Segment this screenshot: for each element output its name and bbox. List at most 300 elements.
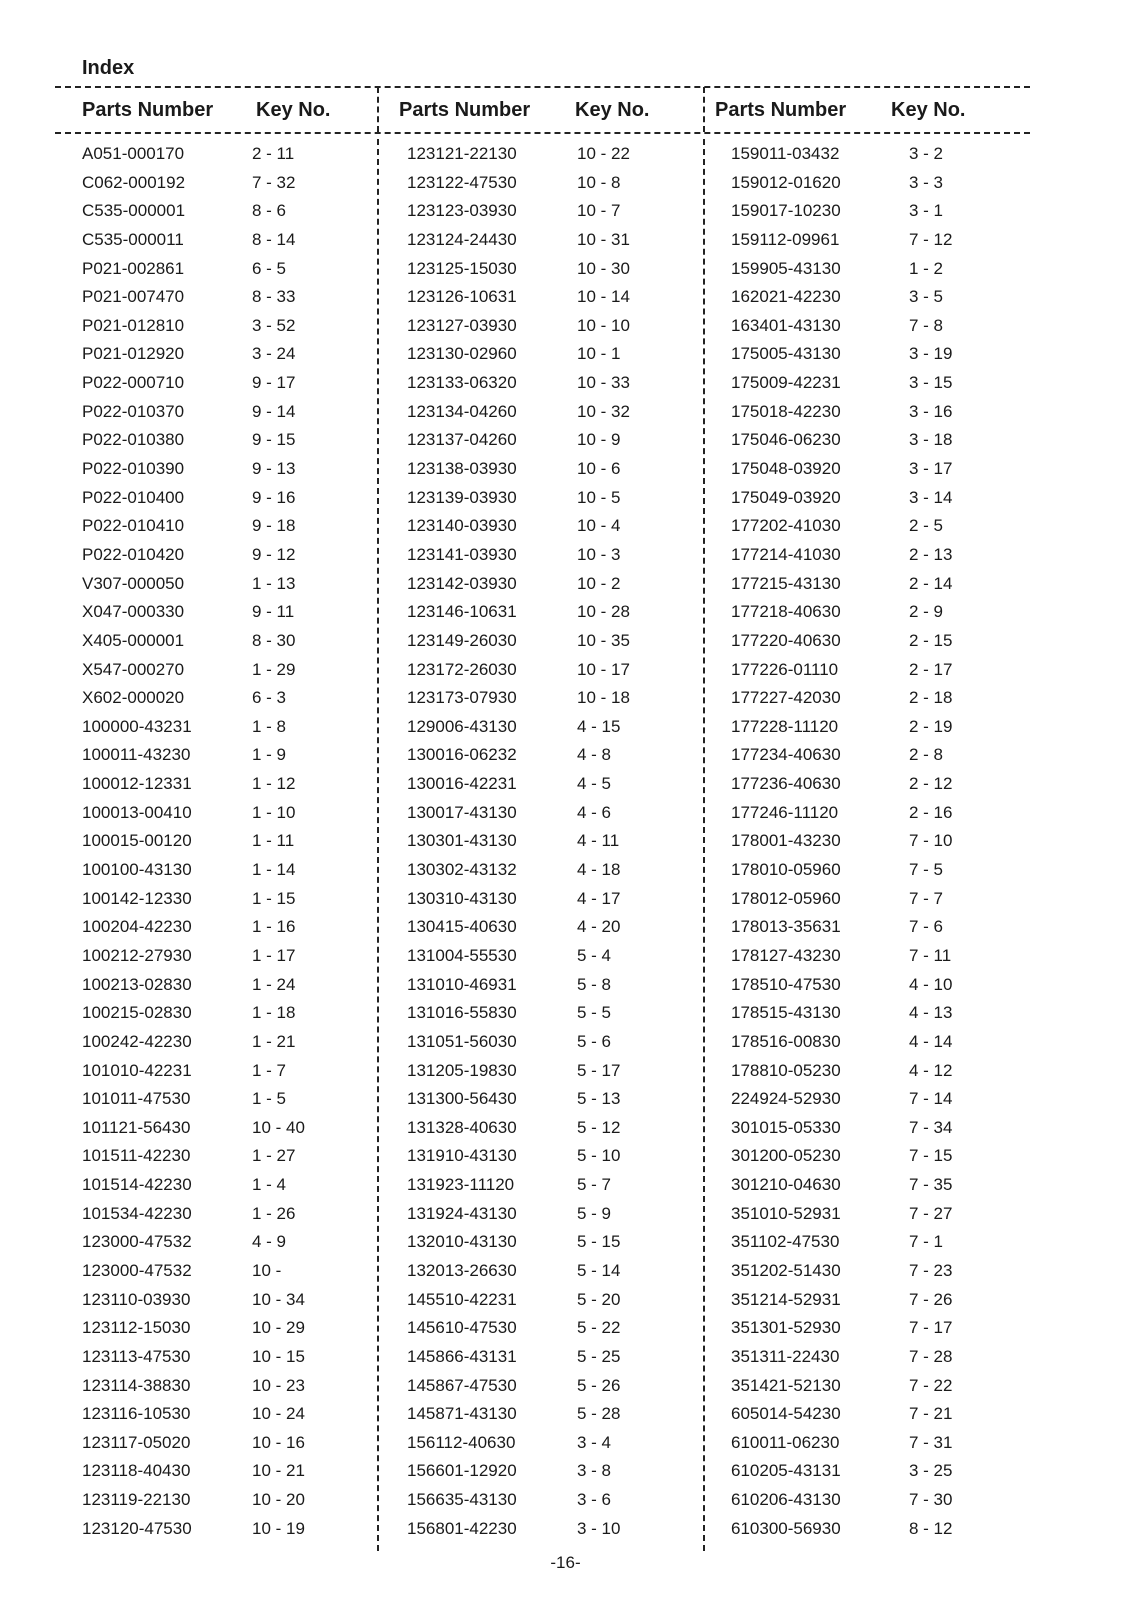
parts-number-cell: 351102-47530: [731, 1232, 840, 1252]
parts-number-cell: P021-012920: [82, 344, 185, 364]
key-no-cell: 1 - 13: [252, 573, 296, 593]
key-no-cell: 9 - 11: [252, 602, 295, 622]
key-no-cell: 7 - 34: [909, 1117, 953, 1137]
key-no-cell: 1 - 29: [252, 659, 296, 679]
parts-number-cell: 123137-04260: [407, 430, 517, 450]
key-no-cell: 10 - 7: [577, 201, 621, 221]
key-no-cell: 10 - 34: [252, 1289, 305, 1309]
key-no-cell: 9 - 17: [252, 373, 296, 393]
parts-number-cell: 131910-43130: [407, 1146, 517, 1166]
key-no-cell: 5 - 7: [577, 1175, 612, 1195]
key-no-cell: 5 - 25: [577, 1346, 621, 1366]
key-no-cell: 10 - 5: [577, 487, 621, 507]
parts-number-cell: P021-002861: [82, 258, 185, 278]
parts-number-cell: 100100-43130: [82, 860, 192, 880]
parts-number-cell: V307-000050: [82, 573, 185, 593]
parts-number-cell: 100013-00410: [82, 802, 192, 822]
parts-number-cell: C535-000001: [82, 201, 186, 221]
parts-number-cell: 145867-47530: [407, 1375, 517, 1395]
parts-number-cell: P022-000710: [82, 373, 185, 393]
column-divider-header-1: [377, 87, 379, 132]
key-no-cell: 8 - 12: [909, 1518, 953, 1538]
key-no-cell: 4 - 6: [577, 802, 612, 822]
key-no-cell: 9 - 15: [252, 430, 296, 450]
key-no-cell: 2 - 12: [909, 774, 953, 794]
key-no-cell: 2 - 18: [909, 688, 953, 708]
key-no-cell: 10 - 1: [577, 344, 621, 364]
key-no-cell: 3 - 17: [909, 459, 953, 479]
parts-number-cell: 130301-43130: [407, 831, 517, 851]
key-no-cell: 10 - 15: [252, 1346, 305, 1366]
parts-number-cell: 130016-06232: [407, 745, 517, 765]
key-no-cell: 8 - 14: [252, 229, 296, 249]
key-no-cell: 4 - 10: [909, 974, 953, 994]
header-top-divider: [55, 86, 1030, 88]
key-no-cell: 5 - 6: [577, 1031, 612, 1051]
key-no-cell: 10 - 31: [577, 229, 630, 249]
key-no-cell: 1 - 9: [252, 745, 287, 765]
parts-number-cell: 177202-41030: [731, 516, 841, 536]
parts-number-cell: 123127-03930: [407, 315, 517, 335]
key-no-cell: 7 - 21: [909, 1404, 953, 1424]
key-no-cell: 4 - 12: [909, 1060, 953, 1080]
parts-number-cell: 123114-38830: [82, 1375, 191, 1395]
parts-number-cell: 123120-47530: [82, 1518, 192, 1538]
column-divider-2: [703, 139, 705, 1551]
key-no-cell: 10 - 28: [577, 602, 630, 622]
key-no-cell: 5 - 14: [577, 1260, 621, 1280]
key-no-cell: 3 - 8: [577, 1461, 612, 1481]
key-no-cell: 3 - 19: [909, 344, 953, 364]
key-no-cell: 1 - 16: [252, 917, 296, 937]
parts-number-cell: 100012-12331: [82, 774, 192, 794]
parts-number-cell: 100011-43230: [82, 745, 191, 765]
key-no-cell: 5 - 13: [577, 1089, 621, 1109]
key-no-cell: 1 - 21: [252, 1031, 296, 1051]
key-no-cell: 7 - 11: [909, 945, 952, 965]
key-no-cell: 1 - 5: [252, 1089, 287, 1109]
key-no-cell: 3 - 3: [909, 172, 944, 192]
parts-number-cell: 610011-06230: [731, 1432, 840, 1452]
parts-number-cell: P021-012810: [82, 315, 185, 335]
key-no-cell: 9 - 12: [252, 544, 296, 564]
parts-number-cell: 156601-12920: [407, 1461, 517, 1481]
parts-number-cell: 123117-05020: [82, 1432, 191, 1452]
parts-number-cell: 159017-10230: [731, 201, 841, 221]
key-no-cell: 4 - 20: [577, 917, 621, 937]
parts-number-cell: 156801-42230: [407, 1518, 517, 1538]
key-no-cell: 2 - 17: [909, 659, 953, 679]
key-no-cell: 10 - 14: [577, 287, 630, 307]
key-no-cell: 5 - 8: [577, 974, 612, 994]
parts-number-cell: P021-007470: [82, 287, 185, 307]
parts-number-cell: A051-000170: [82, 144, 185, 163]
key-no-cell: 9 - 13: [252, 459, 296, 479]
key-no-cell: 1 - 12: [252, 774, 296, 794]
parts-number-cell: 301015-05330: [731, 1117, 841, 1137]
key-no-cell: 7 - 31: [909, 1432, 953, 1452]
parts-number-cell: 145871-43130: [407, 1404, 517, 1424]
parts-number-cell: 100215-02830: [82, 1003, 192, 1023]
parts-number-cell: 301200-05230: [731, 1146, 841, 1166]
key-no-cell: 7 - 15: [909, 1146, 953, 1166]
parts-number-cell: 351421-52130: [731, 1375, 841, 1395]
key-no-cell: 10 - 8: [577, 172, 621, 192]
key-no-cell: 10 - 19: [252, 1518, 305, 1538]
parts-number-cell: 100000-43231: [82, 716, 192, 736]
key-no-cell: 4 - 8: [577, 745, 612, 765]
header-parts-number-2: Parts Number: [399, 99, 531, 121]
key-no-cell: 7 - 17: [909, 1318, 953, 1338]
parts-number-cell: 123146-10631: [407, 602, 517, 622]
parts-number-cell: 175046-06230: [731, 430, 841, 450]
parts-number-cell: 605014-54230: [731, 1404, 841, 1424]
key-no-cell: 2 - 5: [909, 516, 944, 536]
key-no-cell: 1 - 10: [252, 802, 296, 822]
parts-number-cell: 178127-43230: [731, 945, 841, 965]
parts-number-cell: 123000-47532: [82, 1260, 192, 1280]
key-no-cell: 4 - 13: [909, 1003, 953, 1023]
key-no-cell: 3 - 2: [909, 144, 944, 163]
parts-number-cell: 610300-56930: [731, 1518, 841, 1538]
parts-number-cell: 156635-43130: [407, 1490, 517, 1510]
parts-number-cell: 177220-40630: [731, 630, 841, 650]
key-no-cell: 5 - 12: [577, 1117, 621, 1137]
key-no-cell: 5 - 10: [577, 1146, 621, 1166]
key-no-cell: 10 - 22: [577, 144, 630, 163]
parts-number-cell: 177226-01110: [731, 659, 839, 679]
parts-number-cell: 130310-43130: [407, 888, 517, 908]
parts-number-cell: 100204-42230: [82, 917, 192, 937]
key-no-cell: 10 - 24: [252, 1404, 305, 1424]
parts-number-cell: 101534-42230: [82, 1203, 192, 1223]
key-no-cell: 1 - 18: [252, 1003, 296, 1023]
parts-number-cell: 123116-10530: [82, 1404, 191, 1424]
parts-number-cell: 123125-15030: [407, 258, 517, 278]
parts-number-cell: X602-000020: [82, 688, 185, 708]
parts-number-cell: 100242-42230: [82, 1031, 192, 1051]
parts-number-cell: 178810-05230: [731, 1060, 841, 1080]
parts-number-cell: 123124-24430: [407, 229, 517, 249]
parts-number-cell: 178010-05960: [731, 860, 841, 880]
parts-number-cell: 123112-15030: [82, 1318, 191, 1338]
parts-number-cell: 100212-27930: [82, 945, 192, 965]
parts-number-cell: 159012-01620: [731, 172, 841, 192]
parts-number-cell: 178001-43230: [731, 831, 841, 851]
parts-number-cell: 177218-40630: [731, 602, 841, 622]
key-no-cell: 5 - 15: [577, 1232, 621, 1252]
key-no-cell: 10 - 20: [252, 1490, 305, 1510]
parts-number-cell: 123173-07930: [407, 688, 517, 708]
header-key-no-2: Key No.: [575, 99, 650, 121]
key-no-cell: 5 - 17: [577, 1060, 621, 1080]
key-no-cell: 3 - 14: [909, 487, 953, 507]
parts-number-cell: 101514-42230: [82, 1175, 192, 1195]
parts-number-cell: 178012-05960: [731, 888, 841, 908]
key-no-cell: 2 - 15: [909, 630, 953, 650]
key-no-cell: 7 - 22: [909, 1375, 953, 1395]
key-no-cell: 7 - 23: [909, 1260, 953, 1280]
parts-number-cell: 123123-03930: [407, 201, 517, 221]
key-no-cell: 2 - 16: [909, 802, 953, 822]
parts-number-cell: 162021-42230: [731, 287, 841, 307]
key-no-cell: 7 - 12: [909, 229, 953, 249]
parts-number-cell: 131051-56030: [407, 1031, 517, 1051]
parts-number-cell: 123133-06320: [407, 373, 517, 393]
parts-number-cell: 175049-03920: [731, 487, 841, 507]
key-no-cell: 7 - 5: [909, 860, 944, 880]
key-no-cell: 10 - 40: [252, 1117, 305, 1137]
header-parts-number-3: Parts Number: [715, 99, 847, 121]
key-no-cell: 6 - 3: [252, 688, 287, 708]
parts-number-cell: 132010-43130: [407, 1232, 517, 1252]
parts-number-cell: 156112-40630: [407, 1432, 516, 1452]
key-no-cell: 7 - 7: [909, 888, 944, 908]
key-no-cell: 10 - 10: [577, 315, 630, 335]
parts-number-cell: 129006-43130: [407, 716, 517, 736]
parts-number-cell: 123118-40430: [82, 1461, 191, 1481]
key-no-cell: 4 - 18: [577, 860, 621, 880]
parts-number-cell: 159011-03432: [731, 144, 840, 163]
parts-number-cell: 123142-03930: [407, 573, 517, 593]
key-no-cell: 10 - 33: [577, 373, 630, 393]
key-no-cell: 1 - 7: [252, 1060, 287, 1080]
parts-number-cell: 145510-42231: [407, 1289, 517, 1309]
key-no-cell: 10 - 2: [577, 573, 621, 593]
key-no-cell: 5 - 4: [577, 945, 612, 965]
key-no-cell: 7 - 27: [909, 1203, 953, 1223]
key-no-cell: 1 - 24: [252, 974, 296, 994]
parts-number-cell: 123139-03930: [407, 487, 517, 507]
key-no-cell: 9 - 16: [252, 487, 296, 507]
parts-number-cell: 175018-42230: [731, 401, 841, 421]
parts-number-cell: 301210-04630: [731, 1175, 841, 1195]
parts-number-cell: P022-010390: [82, 459, 185, 479]
key-no-cell: 2 - 8: [909, 745, 944, 765]
key-no-cell: 3 - 16: [909, 401, 953, 421]
key-no-cell: 10 -: [252, 1260, 282, 1280]
key-no-cell: 5 - 28: [577, 1404, 621, 1424]
parts-number-cell: 131924-43130: [407, 1203, 517, 1223]
key-no-cell: 2 - 11: [252, 144, 295, 163]
parts-number-cell: 123141-03930: [407, 544, 517, 564]
key-no-cell: 3 - 4: [577, 1432, 612, 1452]
parts-number-cell: 175048-03920: [731, 459, 841, 479]
key-no-cell: 10 - 21: [252, 1461, 305, 1481]
parts-number-cell: 123113-47530: [82, 1346, 191, 1366]
key-no-cell: 7 - 1: [909, 1232, 944, 1252]
key-no-cell: 4 - 5: [577, 774, 612, 794]
key-no-cell: 3 - 1: [909, 201, 944, 221]
key-no-cell: 5 - 5: [577, 1003, 612, 1023]
key-no-cell: 7 - 32: [252, 172, 296, 192]
key-no-cell: 1 - 11: [252, 831, 295, 851]
page-number: -16-: [550, 1553, 581, 1572]
parts-number-cell: 123121-22130: [407, 144, 517, 163]
parts-number-cell: 177246-11120: [731, 802, 839, 822]
key-no-cell: 10 - 18: [577, 688, 630, 708]
key-no-cell: 6 - 5: [252, 258, 287, 278]
key-no-cell: 1 - 26: [252, 1203, 296, 1223]
parts-number-cell: 123134-04260: [407, 401, 517, 421]
parts-number-cell: 101121-56430: [82, 1117, 191, 1137]
parts-number-cell: 131300-56430: [407, 1089, 517, 1109]
header-key-no-1: Key No.: [256, 99, 331, 121]
key-no-cell: 1 - 8: [252, 716, 287, 736]
key-no-cell: 3 - 15: [909, 373, 953, 393]
parts-number-cell: 178013-35631: [731, 917, 841, 937]
parts-number-cell: 123000-47532: [82, 1232, 192, 1252]
key-no-cell: 3 - 25: [909, 1461, 953, 1481]
column-divider-header-2: [703, 87, 705, 132]
parts-number-cell: P022-010370: [82, 401, 185, 421]
parts-number-cell: 175005-43130: [731, 344, 841, 364]
parts-number-cell: 101010-42231: [82, 1060, 192, 1080]
key-no-cell: 7 - 30: [909, 1490, 953, 1510]
key-no-cell: 10 - 16: [252, 1432, 305, 1452]
key-no-cell: 10 - 23: [252, 1375, 305, 1395]
parts-number-cell: 351301-52930: [731, 1318, 841, 1338]
key-no-cell: 10 - 30: [577, 258, 630, 278]
key-no-cell: 5 - 26: [577, 1375, 621, 1395]
parts-number-cell: 101511-42230: [82, 1146, 191, 1166]
parts-number-cell: X547-000270: [82, 659, 185, 679]
parts-number-cell: 123126-10631: [407, 287, 517, 307]
key-no-cell: 5 - 20: [577, 1289, 621, 1309]
key-no-cell: 7 - 6: [909, 917, 944, 937]
key-no-cell: 3 - 18: [909, 430, 953, 450]
parts-number-cell: 159905-43130: [731, 258, 841, 278]
page-title: Index: [82, 57, 135, 79]
parts-number-cell: X047-000330: [82, 602, 185, 622]
parts-number-cell: 123172-26030: [407, 659, 517, 679]
parts-number-cell: 177214-41030: [731, 544, 841, 564]
parts-number-cell: 123122-47530: [407, 172, 517, 192]
parts-number-cell: C535-000011: [82, 229, 184, 249]
parts-number-cell: 130016-42231: [407, 774, 517, 794]
parts-number-cell: P022-010410: [82, 516, 185, 536]
key-no-cell: 3 - 24: [252, 344, 296, 364]
parts-number-cell: 177234-40630: [731, 745, 841, 765]
parts-number-cell: 130302-43132: [407, 860, 517, 880]
key-no-cell: 5 - 22: [577, 1318, 621, 1338]
parts-number-cell: 610206-43130: [731, 1490, 841, 1510]
key-no-cell: 3 - 52: [252, 315, 296, 335]
key-no-cell: 1 - 14: [252, 860, 296, 880]
parts-number-cell: 131004-55530: [407, 945, 517, 965]
parts-number-cell: 123110-03930: [82, 1289, 191, 1309]
key-no-cell: 5 - 9: [577, 1203, 612, 1223]
parts-number-cell: 100213-02830: [82, 974, 192, 994]
parts-number-cell: 123119-22130: [82, 1490, 191, 1510]
parts-number-cell: X405-000001: [82, 630, 185, 650]
key-no-cell: 4 - 11: [577, 831, 620, 851]
parts-number-cell: 178515-43130: [731, 1003, 841, 1023]
parts-number-cell: 100015-00120: [82, 831, 192, 851]
key-no-cell: 7 - 35: [909, 1175, 953, 1195]
key-no-cell: 10 - 4: [577, 516, 621, 536]
parts-number-cell: 175009-42231: [731, 373, 841, 393]
parts-number-cell: 224924-52930: [731, 1089, 841, 1109]
key-no-cell: 3 - 5: [909, 287, 944, 307]
parts-number-cell: 178510-47530: [731, 974, 841, 994]
parts-number-cell: 123138-03930: [407, 459, 517, 479]
key-no-cell: 1 - 27: [252, 1146, 296, 1166]
key-no-cell: 9 - 14: [252, 401, 296, 421]
key-no-cell: 9 - 18: [252, 516, 296, 536]
parts-number-cell: 101011-47530: [82, 1089, 191, 1109]
parts-number-cell: P022-010380: [82, 430, 185, 450]
parts-number-cell: 123149-26030: [407, 630, 517, 650]
key-no-cell: 2 - 9: [909, 602, 944, 622]
parts-number-cell: 163401-43130: [731, 315, 841, 335]
key-no-cell: 7 - 26: [909, 1289, 953, 1309]
key-no-cell: 2 - 14: [909, 573, 953, 593]
key-no-cell: 2 - 19: [909, 716, 953, 736]
key-no-cell: 8 - 30: [252, 630, 296, 650]
parts-number-cell: 131016-55830: [407, 1003, 517, 1023]
key-no-cell: 10 - 35: [577, 630, 630, 650]
parts-number-cell: 177227-42030: [731, 688, 841, 708]
key-no-cell: 7 - 8: [909, 315, 944, 335]
parts-number-cell: 100142-12330: [82, 888, 192, 908]
header-bottom-divider: [55, 132, 1030, 134]
parts-number-cell: 123140-03930: [407, 516, 517, 536]
parts-number-cell: 351311-22430: [731, 1346, 840, 1366]
parts-number-cell: 177228-11120: [731, 716, 839, 736]
parts-number-cell: 131923-11120: [407, 1175, 515, 1195]
parts-number-cell: 351214-52931: [731, 1289, 841, 1309]
key-no-cell: 10 - 3: [577, 544, 621, 564]
key-no-cell: 7 - 28: [909, 1346, 953, 1366]
key-no-cell: 1 - 4: [252, 1175, 287, 1195]
parts-number-cell: 351202-51430: [731, 1260, 841, 1280]
parts-number-cell: P022-010400: [82, 487, 185, 507]
key-no-cell: 1 - 15: [252, 888, 296, 908]
key-no-cell: 7 - 10: [909, 831, 953, 851]
key-no-cell: 8 - 6: [252, 201, 287, 221]
parts-number-cell: 132013-26630: [407, 1260, 517, 1280]
key-no-cell: 3 - 6: [577, 1490, 612, 1510]
key-no-cell: 4 - 15: [577, 716, 621, 736]
key-no-cell: 10 - 29: [252, 1318, 305, 1338]
parts-number-cell: 610205-43131: [731, 1461, 841, 1481]
key-no-cell: 10 - 6: [577, 459, 621, 479]
parts-number-cell: 130415-40630: [407, 917, 517, 937]
key-no-cell: 10 - 17: [577, 659, 630, 679]
key-no-cell: 4 - 17: [577, 888, 621, 908]
parts-number-cell: 131205-19830: [407, 1060, 517, 1080]
key-no-cell: 4 - 14: [909, 1031, 953, 1051]
key-no-cell: 1 - 2: [909, 258, 944, 278]
key-no-cell: 1 - 17: [252, 945, 296, 965]
parts-number-cell: 131010-46931: [407, 974, 517, 994]
parts-number-cell: 145610-47530: [407, 1318, 517, 1338]
parts-number-cell: 351010-52931: [731, 1203, 841, 1223]
parts-number-cell: 178516-00830: [731, 1031, 841, 1051]
key-no-cell: 4 - 9: [252, 1232, 287, 1252]
header-key-no-3: Key No.: [891, 99, 966, 121]
key-no-cell: 10 - 32: [577, 401, 630, 421]
parts-number-cell: 145866-43131: [407, 1346, 517, 1366]
parts-number-cell: C062-000192: [82, 172, 186, 192]
column-divider-1: [377, 139, 379, 1551]
header-parts-number-1: Parts Number: [82, 99, 214, 121]
key-no-cell: 7 - 14: [909, 1089, 953, 1109]
parts-number-cell: 159112-09961: [731, 229, 840, 249]
parts-number-cell: 177236-40630: [731, 774, 841, 794]
parts-number-cell: 131328-40630: [407, 1117, 517, 1137]
